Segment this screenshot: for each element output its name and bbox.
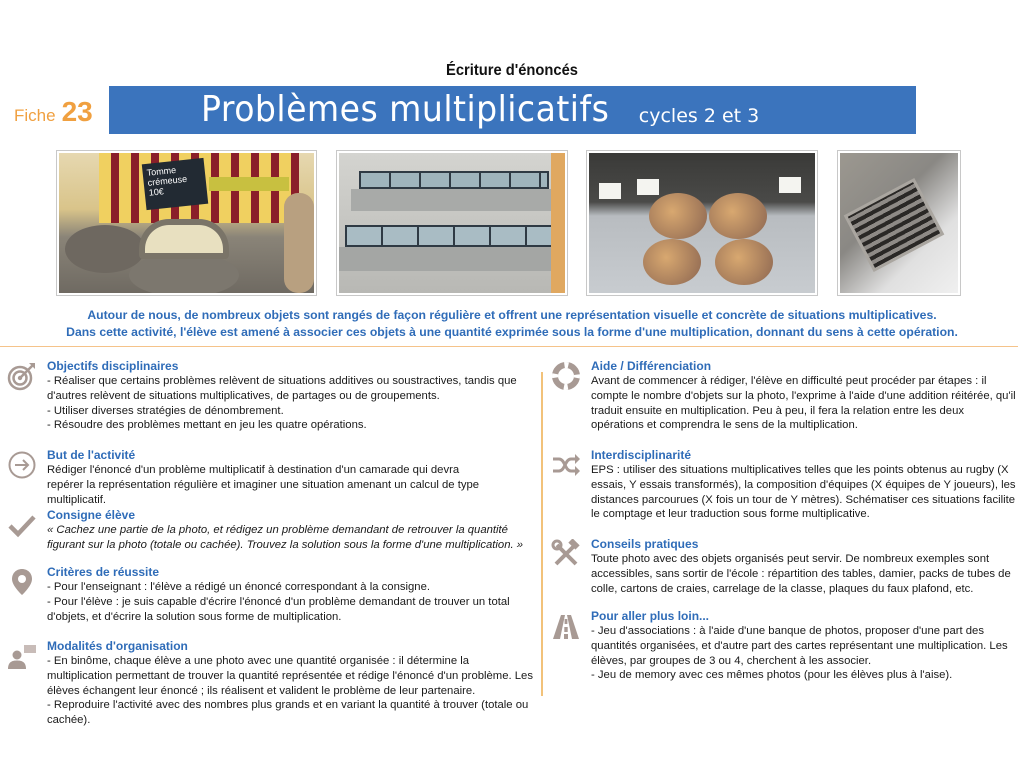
tools-icon [551, 539, 581, 569]
photo-strip [0, 150, 1024, 296]
target-icon [7, 361, 37, 391]
section-title: Pour aller plus loin... [591, 609, 710, 623]
section-title: Aide / Différenciation [591, 359, 712, 373]
title-bar [109, 86, 916, 134]
section-line: - Pour l'élève : je suis capable d'écrire l'énoncé d'un problème demandant de trouver un total d'objets, et d'écrire la solution sous forme de multiplication. [47, 595, 510, 623]
page-title: Problèmes multiplicatifs [201, 89, 610, 130]
price-sign: Tomme crémeuse 10€ [142, 158, 208, 210]
section-line: - En binôme, chaque élève a une photo avec une quantité organisée : il détermine la multiplication permettant de trouver la quantité représentée et rédige l'énoncé d'un problème. Les élèves échangent leur énoncé ; ils réalisent et valident le problème de leur partenaire. [47, 655, 533, 697]
section-title: Objectifs disciplinaires [47, 359, 179, 373]
lifebuoy-icon [551, 361, 581, 391]
shuffle-icon [551, 450, 581, 480]
photo-balconies [336, 150, 568, 296]
photo-cheese [56, 150, 317, 296]
section-but [47, 448, 487, 507]
map-pin-icon [7, 567, 37, 597]
section-title: Critères de réussite [47, 565, 160, 579]
section-line: - Jeu de memory avec ces mêmes photos (pour les élèves plus à l'aise). [591, 669, 953, 682]
section-line: « Cachez une partie de la photo, et rédigez un problème demandant de retrouver la quantité figurant sur la photo (totale ou cachée). Trouvez la solution sous la forme d'une multiplication. » [47, 524, 524, 551]
photo-drain [837, 150, 961, 296]
fiche-label [14, 96, 93, 128]
section-title: Conseils pratiques [591, 537, 699, 551]
section-title: But de l'activité [47, 448, 136, 462]
section-plus-loin [591, 609, 1016, 683]
divider-horizontal [0, 346, 1018, 347]
intro-text [0, 307, 1024, 341]
section-line: - Utiliser diverses stratégies de dénombrement. [47, 404, 284, 417]
section-line: EPS : utiliser des situations multiplicatives telles que les points obtenus au rugby (X essais, Y essais transformés), la composition d'équipes (X équipes de Y joueurs), les distances parcourues (X fois un tour de Y mètres). Schématiser ces situations facilite le comptage et leur traduction sous forme multiplicative. [591, 464, 1016, 521]
user-chat-icon [7, 641, 37, 671]
section-title: Consigne élève [47, 508, 136, 522]
cycles-label: cycles 2 et 3 [638, 105, 760, 127]
section-consigne [47, 508, 537, 553]
checkmark-icon [7, 510, 37, 540]
road-icon [551, 611, 581, 641]
section-line: - Reproduire l'activité avec des nombres plus grands et en variant la quantité à trouver (totale ou cachée). [47, 699, 529, 727]
arrow-circle-icon [7, 450, 37, 480]
fiche-number: 23 [61, 96, 93, 127]
section-title: Modalités d'organisation [47, 639, 188, 653]
intro-line-1: Autour de nous, de nombreux objets sont rangés de façon régulière et offrent une représentation visuelle et concrète de situations multiplicatives. [87, 308, 937, 322]
section-line: Avant de commencer à rédiger, l'élève en difficulté peut procéder par étapes : il compte le nombre d'objets sur la photo, l'exprime à l'aide d'une addition réitérée, qu'il traduit ensuite en multiplication. Peu à peu, il fera la relation entre les deux opérations et comprendra le sens de la multiplication. [591, 375, 1016, 432]
divider-vertical [541, 372, 543, 696]
category-heading: Écriture d'énoncés [446, 62, 578, 79]
section-line: Toute photo avec des objets organisés peut servir. De nombreux exemples sont accessibles, sans sortir de l'école : répartition des tables, damier, packs de tubes de colle, cartons de craies, carrelage de la classe, plaques du faux plafond, etc. [591, 553, 1011, 595]
fiche-word: Fiche [14, 106, 56, 125]
photo-pastries [586, 150, 818, 296]
section-line: Rédiger l'énoncé d'un problème multiplicatif à destination d'un camarade qui devra repérer la représentation régulière et imaginer une situation amenant un calcul de type multiplicatif. [47, 464, 480, 506]
section-aide [591, 359, 1016, 433]
section-line: - Pour l'enseignant : l'élève a rédigé un énoncé correspondant à la consigne. [47, 581, 431, 593]
section-interdisciplinarite [591, 448, 1016, 522]
section-criteres [47, 565, 537, 624]
section-modalites [47, 639, 537, 728]
section-conseils [591, 537, 1016, 596]
section-line: - Jeu d'associations : à l'aide d'une banque de photos, proposer d'une part des quantités organisées, et d'autre part des cartes représentant une multiplication. Les élèves, par groupes de 3 ou 4, cherchent à les associer. [591, 625, 1008, 667]
section-line: - Résoudre des problèmes mettant en jeu les quatre opérations. [47, 419, 367, 432]
section-objectifs [47, 359, 537, 433]
section-title: Interdisciplinarité [591, 448, 692, 462]
intro-line-2: Dans cette activité, l'élève est amené à associer ces objets à une quantité exprimée sous la forme d'une multiplication, donnant du sens à cette opération. [66, 325, 958, 339]
section-line: - Réaliser que certains problèmes relèvent de situations additives ou soustractives, tandis que d'autres relèvent de situations multiplicatives, de partages ou de groupements. [47, 375, 517, 402]
